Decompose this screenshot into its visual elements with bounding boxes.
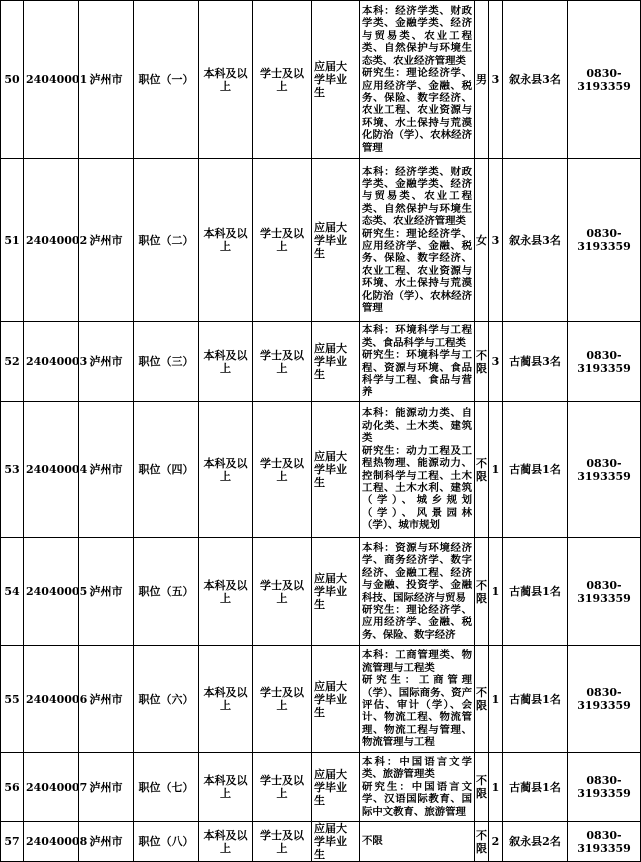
major-line: 研究生：理论经济学、应用经济学、金融、税务、保险、数字经济 — [362, 603, 472, 641]
major-line: 研究生：中国语言文学、汉语国际教育、国际中文教育、旅游管理 — [362, 780, 472, 818]
major-requirement — [360, 753, 475, 822]
table-row — [1, 646, 641, 753]
gender-requirement: 女 — [475, 159, 489, 322]
area-quota: 叙永县2名 — [503, 822, 568, 862]
city-name: 泸州市 — [79, 822, 134, 862]
gender-requirement: 不限 — [475, 753, 489, 822]
position-code: 24040007 — [24, 753, 79, 822]
degree-requirement: 学士及以上 — [253, 538, 312, 646]
recruit-count: 2 — [489, 822, 503, 862]
candidate-source: 应届大学毕业生 — [312, 753, 360, 822]
major-line: 研究生：理论经济学、应用经济学、金融、税务、保险、数字经济、农业工程、农业资源与环境、水土保持与荒漠化防治（学）、农林经济管理 — [362, 67, 472, 154]
candidate-source: 应届大学毕业生 — [312, 538, 360, 646]
row-number: 50 — [1, 1, 24, 159]
major-line: 研究生：动力工程及工程热物理、能源动力、控制科学与工程、土木工程、土木水利、建筑（学）、城乡规划（学）、风景园林（学）、城市规划 — [362, 444, 472, 532]
contact-phone: 0830-3193359 — [568, 538, 641, 646]
degree-requirement: 学士及以上 — [253, 322, 312, 402]
contact-phone: 0830-3193359 — [568, 646, 641, 753]
position-name: 职位（六） — [134, 646, 199, 753]
position-name: 职位（八） — [134, 822, 199, 862]
table-row — [1, 402, 641, 538]
major-line: 本科：经济学类、财政学类、金融学类、经济与贸易类、农业工程类、自然保护与环境生态类、农业经济管理类 — [362, 5, 472, 67]
major-requirement — [360, 402, 475, 538]
city-name: 泸州市 — [79, 646, 134, 753]
row-number: 57 — [1, 822, 24, 862]
row-number: 52 — [1, 322, 24, 402]
position-code: 24040002 — [24, 159, 79, 322]
gender-requirement: 不限 — [475, 538, 489, 646]
row-number: 53 — [1, 402, 24, 538]
row-number: 54 — [1, 538, 24, 646]
position-name: 职位（二） — [134, 159, 199, 322]
recruit-count: 1 — [489, 753, 503, 822]
education-requirement: 本科及以上 — [199, 322, 253, 402]
position-name: 职位（五） — [134, 538, 199, 646]
degree-requirement: 学士及以上 — [253, 1, 312, 159]
city-name: 泸州市 — [79, 1, 134, 159]
recruit-count: 3 — [489, 1, 503, 159]
area-quota: 叙永县3名 — [503, 1, 568, 159]
recruit-count: 3 — [489, 322, 503, 402]
area-quota: 叙永县3名 — [503, 159, 568, 322]
position-code: 24040004 — [24, 402, 79, 538]
position-code: 24040003 — [24, 322, 79, 402]
education-requirement: 本科及以上 — [199, 402, 253, 538]
row-number: 51 — [1, 159, 24, 322]
recruit-count: 3 — [489, 159, 503, 322]
contact-phone: 0830-3193359 — [568, 1, 641, 159]
table-row — [1, 753, 641, 822]
table-row — [1, 159, 641, 322]
city-name: 泸州市 — [79, 753, 134, 822]
gender-requirement: 不限 — [475, 402, 489, 538]
contact-phone: 0830-3193359 — [568, 159, 641, 322]
gender-requirement: 不限 — [475, 822, 489, 862]
area-quota: 古蔺县1名 — [503, 646, 568, 753]
table-row — [1, 822, 641, 862]
degree-requirement: 学士及以上 — [253, 402, 312, 538]
major-line: 本科：资源与环境经济学、商务经济学、数字经济、金融工程、经济与金融、投资学、金融科技、国际经济与贸易 — [362, 541, 472, 604]
degree-requirement: 学士及以上 — [253, 753, 312, 822]
major-line: 本科：经济学类、财政学类、金融学类、经济与贸易类、农业工程类、自然保护与环境生态类、农业经济管理类 — [362, 165, 472, 228]
major-line: 研究生：理论经济学、应用经济学、金融、税务、保险、数字经济、农业工程、农业资源与环境、水土保持与荒漠化防治（学）、农林经济管理 — [362, 227, 472, 315]
city-name: 泸州市 — [79, 402, 134, 538]
contact-phone: 0830-3193359 — [568, 753, 641, 822]
city-name: 泸州市 — [79, 538, 134, 646]
education-requirement: 本科及以上 — [199, 822, 253, 862]
gender-requirement: 不限 — [475, 646, 489, 753]
position-code: 24040001 — [24, 1, 79, 159]
major-line: 研究生：环境科学与工程、资源与环境、食品科学与工程、食品与营养 — [362, 349, 472, 399]
gender-requirement: 男 — [475, 1, 489, 159]
education-requirement: 本科及以上 — [199, 753, 253, 822]
table-row — [1, 1, 641, 159]
table-row — [1, 322, 641, 402]
major-requirement — [360, 822, 475, 862]
major-requirement — [360, 322, 475, 402]
position-code: 24040006 — [24, 646, 79, 753]
recruit-count: 1 — [489, 646, 503, 753]
city-name: 泸州市 — [79, 322, 134, 402]
table-row — [1, 538, 641, 646]
row-number: 55 — [1, 646, 24, 753]
position-name: 职位（七） — [134, 753, 199, 822]
major-requirement — [360, 646, 475, 753]
city-name: 泸州市 — [79, 159, 134, 322]
major-line: 研究生：工商管理（学）、国际商务、资产评估、审计（学）、会计、物流工程、物流管理、物流工程与管理、物流管理与工程 — [362, 674, 472, 749]
education-requirement: 本科及以上 — [199, 646, 253, 753]
major-line: 本科：中国语言文学类、旅游管理类 — [362, 755, 472, 781]
recruit-count: 1 — [489, 402, 503, 538]
gender-requirement: 不限 — [475, 322, 489, 402]
area-quota: 古蔺县1名 — [503, 402, 568, 538]
education-requirement: 本科及以上 — [199, 159, 253, 322]
candidate-source: 应届大学毕业生 — [312, 159, 360, 322]
degree-requirement: 学士及以上 — [253, 646, 312, 753]
major-requirement — [360, 1, 475, 159]
education-requirement: 本科及以上 — [199, 538, 253, 646]
position-code: 24040008 — [24, 822, 79, 862]
row-number: 56 — [1, 753, 24, 822]
recruit-count: 1 — [489, 538, 503, 646]
position-name: 职位（四） — [134, 402, 199, 538]
candidate-source: 应届大学毕业生 — [312, 822, 360, 862]
contact-phone: 0830-3193359 — [568, 402, 641, 538]
candidate-source: 应届大学毕业生 — [312, 646, 360, 753]
position-name: 职位（一） — [134, 1, 199, 159]
position-code: 24040005 — [24, 538, 79, 646]
candidate-source: 应届大学毕业生 — [312, 322, 360, 402]
major-requirement — [360, 538, 475, 646]
education-requirement: 本科及以上 — [199, 1, 253, 159]
position-name: 职位（三） — [134, 322, 199, 402]
major-line: 不限 — [362, 835, 383, 848]
area-quota: 古蔺县1名 — [503, 538, 568, 646]
major-requirement — [360, 159, 475, 322]
area-quota: 古蔺县3名 — [503, 322, 568, 402]
table-body — [1, 1, 641, 862]
degree-requirement: 学士及以上 — [253, 159, 312, 322]
major-line: 本科：环境科学与工程类、食品科学与工程类 — [362, 324, 472, 349]
major-line: 本科：工商管理类、物流管理与工程类 — [362, 649, 472, 674]
candidate-source: 应届大学毕业生 — [312, 1, 360, 159]
contact-phone: 0830-3193359 — [568, 322, 641, 402]
contact-phone: 0830-3193359 — [568, 822, 641, 862]
candidate-source: 应届大学毕业生 — [312, 402, 360, 538]
major-line: 本科：能源动力类、自动化类、土木类、建筑类 — [362, 407, 472, 445]
degree-requirement: 学士及以上 — [253, 822, 312, 862]
area-quota: 古蔺县1名 — [503, 753, 568, 822]
